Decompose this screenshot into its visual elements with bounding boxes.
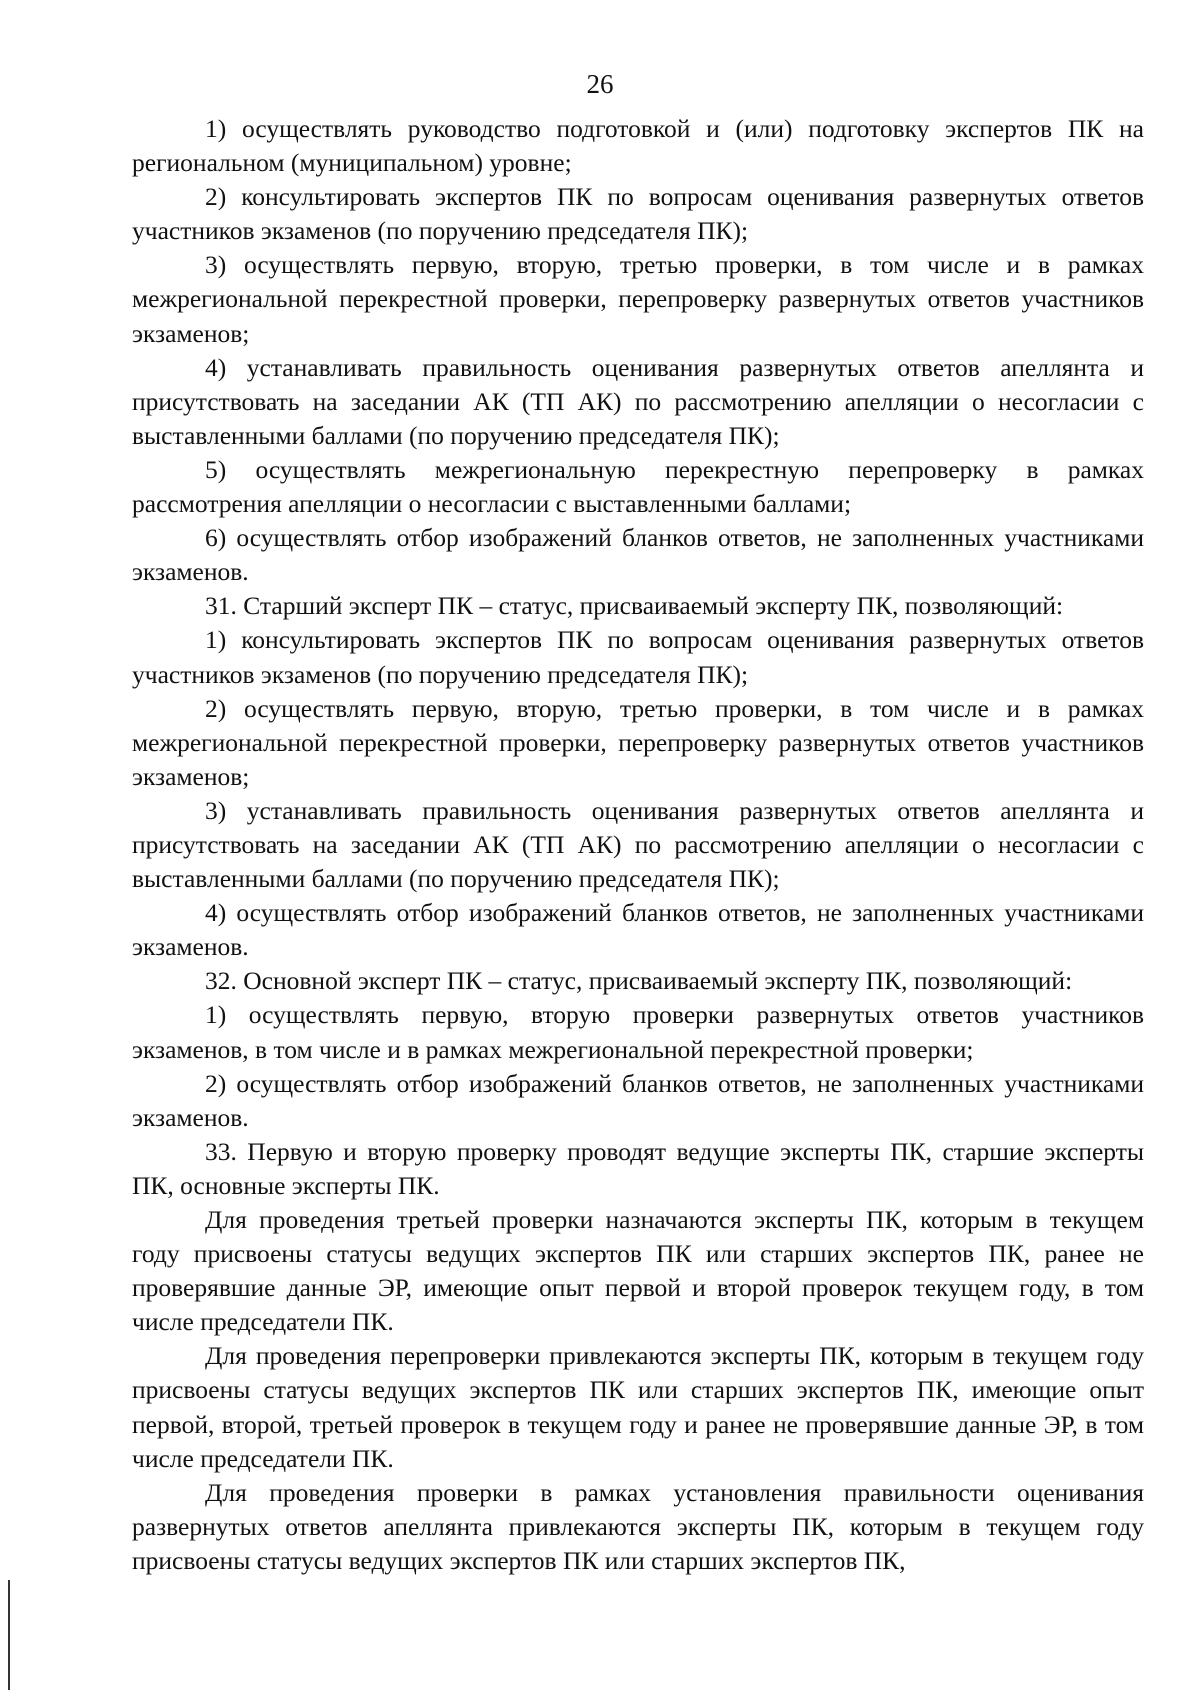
paragraph: Для проведения перепроверки привлекаются эксперты ПК, которым в текущем году присвоены статусы ведущих экспертов ПК или старших экспертов ПК, имеющие опыт первой, второй, третьей проверок в текущем году и ранее не проверявшие данные ЭР, в том числе председатели ПК. (132, 1341, 1144, 1473)
paragraph: Для проведения третьей проверки назначаются эксперты ПК, которым в текущем году присвоены статусы ведущих экспертов ПК или старших экспертов ПК, ранее не проверявшие данные ЭР, имеющие опыт первой и второй проверок текущем году, в том числе председатели ПК. (132, 1205, 1144, 1337)
paragraph: 1) осуществлять руководство подготовкой и (или) подготовку экспертов ПК на региональном (муниципальном) уровне; (132, 114, 1144, 178)
paragraph: 5) осуществлять межрегиональную перекрестную перепроверку в рамках рассмотрения апелляции о несогласии с выставленными баллами; (132, 454, 1144, 519)
paragraph: 3) устанавливать правильность оценивания развернутых ответов апеллянта и присутствовать на заседании АК (ТП АК) по рассмотрению апелляции о несогласии с выставленными баллами (по поручению председателя ПК); (132, 795, 1144, 894)
section-heading-31: 31. Старший эксперт ПК – статус, присваиваемый эксперту ПК, позволяющий: (205, 591, 1064, 621)
scan-edge-line (8, 1580, 10, 1690)
paragraph: 2) осуществлять отбор изображений бланков ответов, не заполненных участниками экзаменов. (132, 1068, 1144, 1132)
section-heading-33: 33. Первую и вторую проверку проводят ведущие эксперты ПК, старшие эксперты ПК, основные эксперты ПК. (132, 1136, 1144, 1200)
paragraph: 4) осуществлять отбор изображений бланков ответов, не заполненных участниками экзаменов. (132, 898, 1144, 962)
section-heading-32: 32. Основной эксперт ПК – статус, присваиваемый эксперту ПК, позволяющий: (205, 966, 1073, 996)
paragraph: 1) осуществлять первую, вторую проверки развернутых ответов участников экзаменов, в том числе и в рамках межрегиональной перекрестной проверки; (132, 1000, 1144, 1064)
paragraph: 6) осуществлять отбор изображений бланков ответов, не заполненных участниками экзаменов. (132, 523, 1144, 587)
paragraph: Для проведения проверки в рамках установления правильности оценивания развернутых ответов апеллянта привлекаются эксперты ПК, которым в текущем году присвоены статусы ведущих экспертов ПК или старших экспертов ПК, (132, 1477, 1144, 1575)
paragraph: 2) консультировать экспертов ПК по вопросам оценивания развернутых ответов участников экзаменов (по поручению председателя ПК); (132, 182, 1144, 246)
paragraph: 1) консультировать экспертов ПК по вопросам оценивания развернутых ответов участников экзаменов (по поручению председателя ПК); (132, 625, 1144, 689)
document-body (132, 112, 1144, 1578)
paragraph: 2) осуществлять первую, вторую, третью проверки, в том числе и в рамках межрегиональной перекрестной проверки, перепроверку развернутых ответов участников экзаменов; (132, 693, 1144, 791)
page-number: 26 (586, 69, 614, 99)
paragraph: 3) осуществлять первую, вторую, третью проверки, в том числе и в рамках межрегиональной перекрестной проверки, перепроверку развернутых ответов участников экзаменов; (132, 250, 1144, 348)
paragraph: 4) устанавливать правильность оценивания развернутых ответов апеллянта и присутствовать на заседании АК (ТП АК) по рассмотрению апелляции о несогласии с выставленными баллами (по поручению председателя ПК); (132, 352, 1144, 450)
